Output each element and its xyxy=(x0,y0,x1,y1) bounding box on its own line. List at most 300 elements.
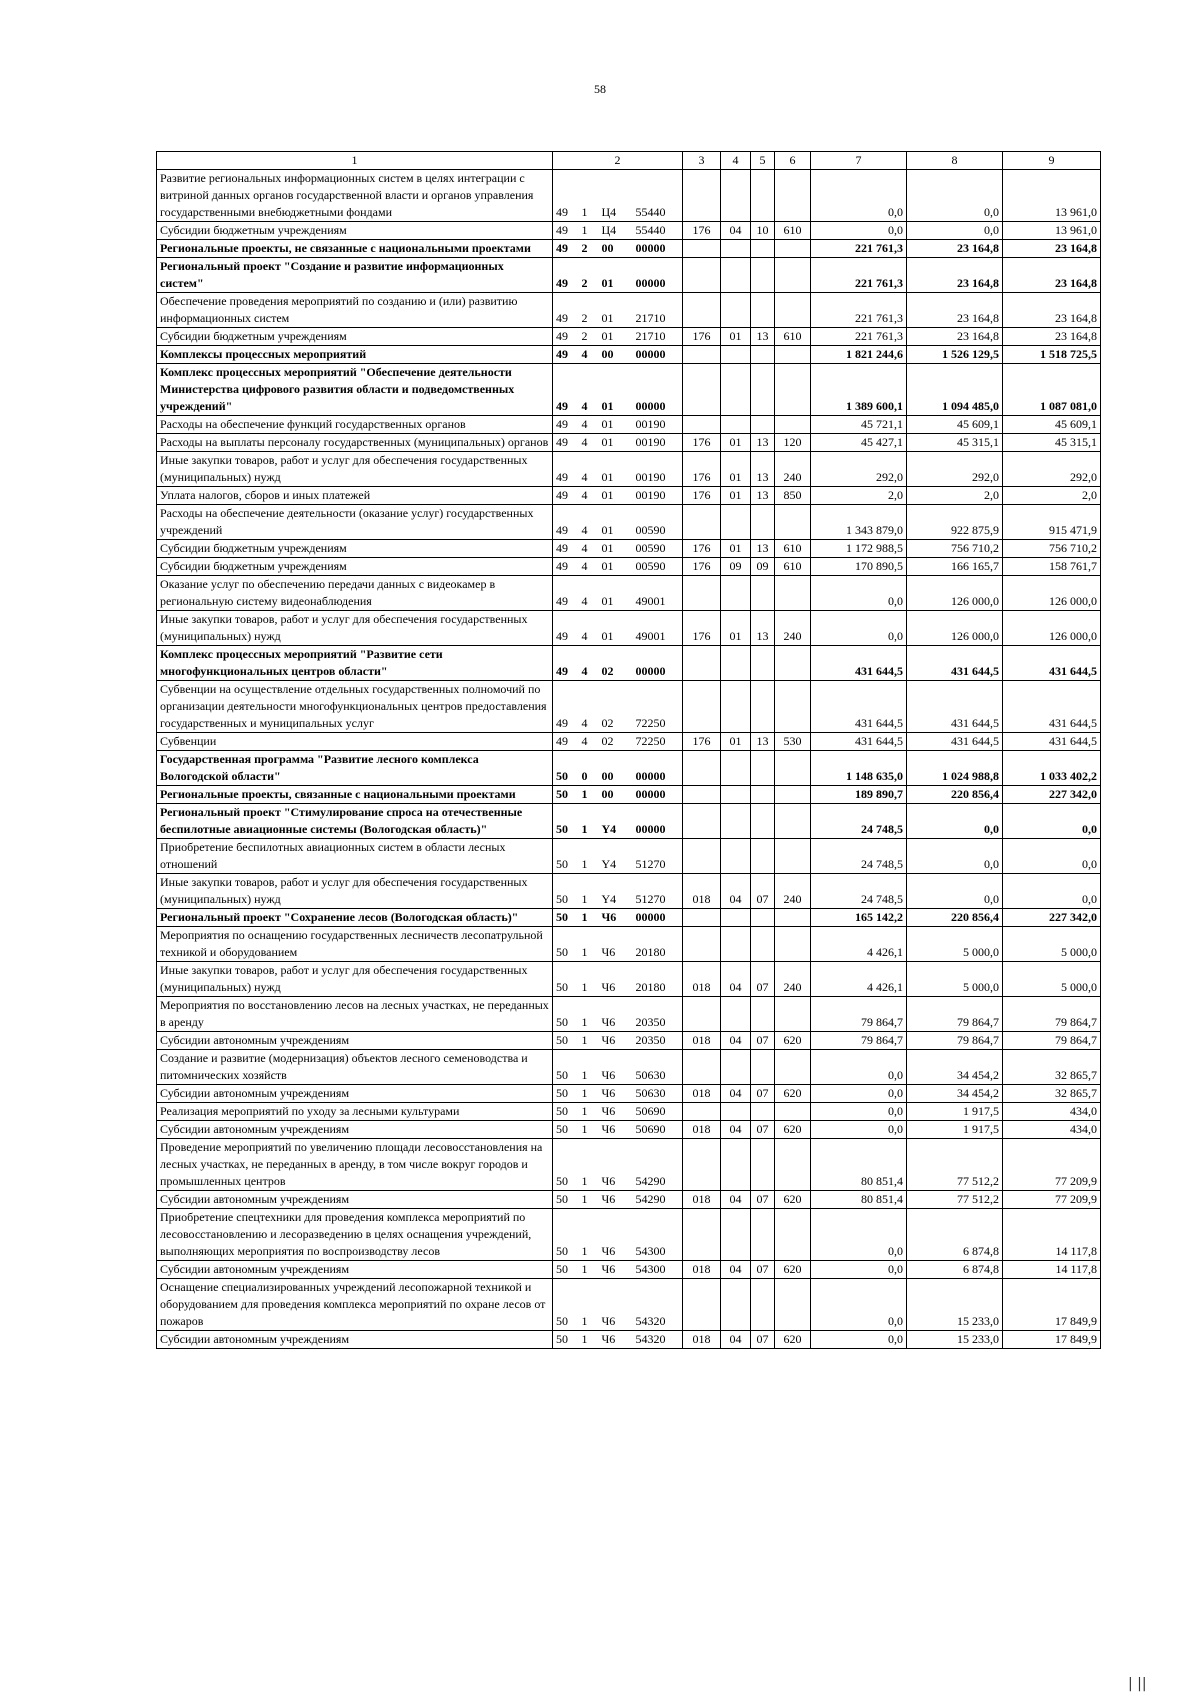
code-vr xyxy=(775,346,811,364)
table-row xyxy=(157,839,1101,874)
code-pr: 07 xyxy=(751,1331,775,1349)
code-gr xyxy=(683,258,721,293)
value-col-9: 23 164,8 xyxy=(1003,258,1101,293)
code-direction: 51270 xyxy=(633,874,683,909)
code-rz: 04 xyxy=(721,962,751,997)
value-col-8: 1 917,5 xyxy=(907,1121,1003,1139)
value-col-7: 45 721,1 xyxy=(811,416,907,434)
header-col-9: 9 xyxy=(1003,152,1101,170)
code-vr: 620 xyxy=(775,1121,811,1139)
table-row xyxy=(157,558,1101,576)
code-program: 49 xyxy=(553,646,579,681)
value-col-9: 434,0 xyxy=(1003,1121,1101,1139)
code-project: Ч6 xyxy=(599,1121,633,1139)
code-vr xyxy=(775,1279,811,1331)
code-gr: 176 xyxy=(683,328,721,346)
code-project: 01 xyxy=(599,540,633,558)
code-vr: 610 xyxy=(775,328,811,346)
value-col-9: 0,0 xyxy=(1003,874,1101,909)
value-col-7: 0,0 xyxy=(811,170,907,222)
value-col-7: 0,0 xyxy=(811,1209,907,1261)
code-pr xyxy=(751,839,775,874)
value-col-8: 166 165,7 xyxy=(907,558,1003,576)
code-pr: 13 xyxy=(751,452,775,487)
code-project: Y4 xyxy=(599,839,633,874)
row-name: Мероприятия по оснащению государственных лесничеств лесопатрульной техникой и оборудованием xyxy=(157,927,553,962)
value-col-8: 0,0 xyxy=(907,222,1003,240)
code-vr xyxy=(775,258,811,293)
value-col-9: 32 865,7 xyxy=(1003,1085,1101,1103)
value-col-8: 45 315,1 xyxy=(907,434,1003,452)
value-col-8: 756 710,2 xyxy=(907,540,1003,558)
code-rz: 04 xyxy=(721,1121,751,1139)
table-row xyxy=(157,416,1101,434)
code-project: Ч6 xyxy=(599,1103,633,1121)
row-name: Субсидии автономным учреждениям xyxy=(157,1331,553,1349)
value-col-9: 292,0 xyxy=(1003,452,1101,487)
row-name: Субсидии бюджетным учреждениям xyxy=(157,540,553,558)
code-pr xyxy=(751,364,775,416)
row-name: Иные закупки товаров, работ и услуг для обеспечения государственных (муниципальных) нужд xyxy=(157,452,553,487)
value-col-7: 1 389 600,1 xyxy=(811,364,907,416)
value-col-7: 4 426,1 xyxy=(811,962,907,997)
code-pr xyxy=(751,258,775,293)
code-gr xyxy=(683,364,721,416)
code-project: 01 xyxy=(599,258,633,293)
value-col-8: 6 874,8 xyxy=(907,1209,1003,1261)
row-name: Комплекс процессных мероприятий "Развитие сети многофункциональных центров области" xyxy=(157,646,553,681)
code-gr xyxy=(683,997,721,1032)
value-col-7: 292,0 xyxy=(811,452,907,487)
value-col-9: 32 865,7 xyxy=(1003,1050,1101,1085)
code-subprogram: 1 xyxy=(579,1085,599,1103)
code-pr: 13 xyxy=(751,733,775,751)
value-col-9: 158 761,7 xyxy=(1003,558,1101,576)
code-pr xyxy=(751,1279,775,1331)
code-program: 50 xyxy=(553,962,579,997)
code-subprogram: 1 xyxy=(579,1191,599,1209)
code-rz xyxy=(721,1050,751,1085)
value-col-7: 24 748,5 xyxy=(811,874,907,909)
code-rz xyxy=(721,997,751,1032)
value-col-8: 1 094 485,0 xyxy=(907,364,1003,416)
code-rz xyxy=(721,1139,751,1191)
code-direction: 54320 xyxy=(633,1279,683,1331)
code-project: 01 xyxy=(599,434,633,452)
row-name: Расходы на обеспечение деятельности (оказание услуг) государственных учреждений xyxy=(157,505,553,540)
code-vr: 620 xyxy=(775,1191,811,1209)
code-gr: 176 xyxy=(683,611,721,646)
value-col-9: 23 164,8 xyxy=(1003,240,1101,258)
code-project: 00 xyxy=(599,751,633,786)
value-col-8: 5 000,0 xyxy=(907,962,1003,997)
value-col-9: 23 164,8 xyxy=(1003,328,1101,346)
value-col-9: 431 644,5 xyxy=(1003,681,1101,733)
value-col-7: 0,0 xyxy=(811,1103,907,1121)
value-col-9: 126 000,0 xyxy=(1003,611,1101,646)
value-col-7: 0,0 xyxy=(811,222,907,240)
code-project: Ч6 xyxy=(599,909,633,927)
code-project: Ч6 xyxy=(599,927,633,962)
code-gr: 018 xyxy=(683,1032,721,1050)
code-direction: 54300 xyxy=(633,1209,683,1261)
code-gr xyxy=(683,804,721,839)
code-project: Ч6 xyxy=(599,1209,633,1261)
table-row xyxy=(157,240,1101,258)
value-col-7: 24 748,5 xyxy=(811,839,907,874)
code-pr: 13 xyxy=(751,611,775,646)
code-rz xyxy=(721,1209,751,1261)
code-vr: 240 xyxy=(775,962,811,997)
code-gr xyxy=(683,240,721,258)
code-project: 02 xyxy=(599,733,633,751)
code-subprogram: 4 xyxy=(579,733,599,751)
value-col-9: 45 315,1 xyxy=(1003,434,1101,452)
row-name: Субсидии автономным учреждениям xyxy=(157,1032,553,1050)
header-col-1: 1 xyxy=(157,152,553,170)
code-direction: 21710 xyxy=(633,293,683,328)
code-vr: 610 xyxy=(775,558,811,576)
value-col-9: 5 000,0 xyxy=(1003,927,1101,962)
code-gr xyxy=(683,1209,721,1261)
code-pr: 07 xyxy=(751,1261,775,1279)
code-program: 49 xyxy=(553,416,579,434)
code-program: 50 xyxy=(553,1103,579,1121)
code-direction: 72250 xyxy=(633,681,683,733)
value-col-7: 0,0 xyxy=(811,1331,907,1349)
code-project: Ч6 xyxy=(599,1279,633,1331)
code-rz xyxy=(721,927,751,962)
value-col-7: 0,0 xyxy=(811,1279,907,1331)
code-vr: 620 xyxy=(775,1261,811,1279)
code-project: 01 xyxy=(599,611,633,646)
table-row xyxy=(157,1331,1101,1349)
code-rz xyxy=(721,786,751,804)
code-gr xyxy=(683,1103,721,1121)
code-vr xyxy=(775,170,811,222)
row-name: Приобретение спецтехники для проведения комплекса мероприятий по лесовосстановлению и лесоразведению в целях оснащения учреждений, выполняющих мероприятия по воспроизводству лесов xyxy=(157,1209,553,1261)
code-rz: 09 xyxy=(721,558,751,576)
code-pr xyxy=(751,1103,775,1121)
table-row xyxy=(157,1191,1101,1209)
code-vr xyxy=(775,786,811,804)
code-direction: 20350 xyxy=(633,1032,683,1050)
value-col-7: 165 142,2 xyxy=(811,909,907,927)
value-col-7: 221 761,3 xyxy=(811,258,907,293)
code-project: Ц4 xyxy=(599,222,633,240)
table-row xyxy=(157,1209,1101,1261)
code-program: 50 xyxy=(553,1279,579,1331)
code-direction: 55440 xyxy=(633,222,683,240)
code-vr xyxy=(775,1050,811,1085)
code-program: 49 xyxy=(553,611,579,646)
table-row xyxy=(157,487,1101,505)
code-gr xyxy=(683,346,721,364)
code-rz xyxy=(721,258,751,293)
code-direction: 50630 xyxy=(633,1085,683,1103)
code-gr xyxy=(683,909,721,927)
code-gr: 018 xyxy=(683,1331,721,1349)
code-program: 50 xyxy=(553,786,579,804)
code-direction: 00000 xyxy=(633,909,683,927)
code-subprogram: 1 xyxy=(579,1121,599,1139)
code-direction: 00000 xyxy=(633,804,683,839)
row-name: Субсидии бюджетным учреждениям xyxy=(157,558,553,576)
table-row xyxy=(157,293,1101,328)
code-direction: 50690 xyxy=(633,1103,683,1121)
code-direction: 50630 xyxy=(633,1050,683,1085)
code-vr xyxy=(775,364,811,416)
code-direction: 54320 xyxy=(633,1331,683,1349)
code-gr: 176 xyxy=(683,540,721,558)
value-col-8: 45 609,1 xyxy=(907,416,1003,434)
table-row xyxy=(157,170,1101,222)
code-direction: 00000 xyxy=(633,240,683,258)
value-col-8: 292,0 xyxy=(907,452,1003,487)
code-subprogram: 2 xyxy=(579,328,599,346)
code-vr xyxy=(775,646,811,681)
table-row xyxy=(157,222,1101,240)
row-name: Иные закупки товаров, работ и услуг для обеспечения государственных (муниципальных) нужд xyxy=(157,611,553,646)
value-col-8: 15 233,0 xyxy=(907,1331,1003,1349)
code-rz: 04 xyxy=(721,874,751,909)
code-project: Ч6 xyxy=(599,1085,633,1103)
value-col-9: 13 961,0 xyxy=(1003,222,1101,240)
code-project: 01 xyxy=(599,293,633,328)
code-program: 50 xyxy=(553,1032,579,1050)
code-rz xyxy=(721,346,751,364)
code-project: Ч6 xyxy=(599,1191,633,1209)
value-col-7: 79 864,7 xyxy=(811,1032,907,1050)
code-direction: 50690 xyxy=(633,1121,683,1139)
row-name: Проведение мероприятий по увеличению площади лесовосстановления на лесных участках, не переданных в аренду, в том числе вокруг городов и промышленных центров xyxy=(157,1139,553,1191)
code-rz xyxy=(721,681,751,733)
code-direction: 00000 xyxy=(633,364,683,416)
value-col-7: 0,0 xyxy=(811,1261,907,1279)
code-subprogram: 1 xyxy=(579,927,599,962)
row-name: Развитие региональных информационных систем в целях интеграции с витриной данных органов государственной власти и органов управления государственными внебюджетными фондами xyxy=(157,170,553,222)
value-col-7: 431 644,5 xyxy=(811,646,907,681)
value-col-7: 1 821 244,6 xyxy=(811,346,907,364)
code-program: 50 xyxy=(553,1121,579,1139)
value-col-7: 1 343 879,0 xyxy=(811,505,907,540)
value-col-8: 79 864,7 xyxy=(907,997,1003,1032)
row-name: Уплата налогов, сборов и иных платежей xyxy=(157,487,553,505)
code-direction: 20350 xyxy=(633,997,683,1032)
code-vr: 620 xyxy=(775,1085,811,1103)
code-vr xyxy=(775,1139,811,1191)
code-rz: 04 xyxy=(721,1261,751,1279)
code-subprogram: 4 xyxy=(579,487,599,505)
value-col-9: 14 117,8 xyxy=(1003,1209,1101,1261)
value-col-8: 0,0 xyxy=(907,804,1003,839)
code-rz xyxy=(721,751,751,786)
code-gr xyxy=(683,576,721,611)
value-col-8: 1 526 129,5 xyxy=(907,346,1003,364)
code-vr xyxy=(775,804,811,839)
value-col-7: 431 644,5 xyxy=(811,733,907,751)
code-rz: 04 xyxy=(721,1032,751,1050)
code-subprogram: 1 xyxy=(579,1209,599,1261)
code-gr xyxy=(683,416,721,434)
value-col-9: 79 864,7 xyxy=(1003,997,1101,1032)
code-gr: 176 xyxy=(683,222,721,240)
value-col-8: 126 000,0 xyxy=(907,576,1003,611)
code-program: 49 xyxy=(553,258,579,293)
code-subprogram: 4 xyxy=(579,416,599,434)
header-col-3: 3 xyxy=(683,152,721,170)
value-col-9: 2,0 xyxy=(1003,487,1101,505)
value-col-9: 227 342,0 xyxy=(1003,909,1101,927)
code-project: 00 xyxy=(599,346,633,364)
code-direction: 00590 xyxy=(633,540,683,558)
code-subprogram: 0 xyxy=(579,751,599,786)
header-col-6: 6 xyxy=(775,152,811,170)
code-vr xyxy=(775,839,811,874)
row-name: Субвенции xyxy=(157,733,553,751)
code-pr: 07 xyxy=(751,1191,775,1209)
table-row xyxy=(157,786,1101,804)
code-gr: 176 xyxy=(683,487,721,505)
value-col-8: 0,0 xyxy=(907,170,1003,222)
code-pr xyxy=(751,346,775,364)
value-col-9: 45 609,1 xyxy=(1003,416,1101,434)
code-pr xyxy=(751,646,775,681)
code-direction: 00000 xyxy=(633,751,683,786)
table-row xyxy=(157,1103,1101,1121)
code-direction: 72250 xyxy=(633,733,683,751)
code-direction: 00590 xyxy=(633,505,683,540)
table-row xyxy=(157,909,1101,927)
code-program: 50 xyxy=(553,1261,579,1279)
row-name: Создание и развитие (модернизация) объектов лесного семеноводства и питомнических хозяйств xyxy=(157,1050,553,1085)
code-subprogram: 4 xyxy=(579,452,599,487)
code-rz xyxy=(721,364,751,416)
code-project: 00 xyxy=(599,240,633,258)
code-subprogram: 4 xyxy=(579,576,599,611)
code-vr: 240 xyxy=(775,452,811,487)
table-row xyxy=(157,1261,1101,1279)
code-rz xyxy=(721,576,751,611)
code-subprogram: 1 xyxy=(579,786,599,804)
code-pr xyxy=(751,293,775,328)
code-subprogram: 1 xyxy=(579,1331,599,1349)
code-gr: 018 xyxy=(683,874,721,909)
table-row xyxy=(157,874,1101,909)
code-subprogram: 1 xyxy=(579,170,599,222)
code-vr xyxy=(775,416,811,434)
code-program: 49 xyxy=(553,170,579,222)
code-direction: 20180 xyxy=(633,962,683,997)
value-col-7: 79 864,7 xyxy=(811,997,907,1032)
code-direction: 00000 xyxy=(633,786,683,804)
code-subprogram: 4 xyxy=(579,434,599,452)
code-pr xyxy=(751,1139,775,1191)
value-col-7: 0,0 xyxy=(811,576,907,611)
code-program: 50 xyxy=(553,1191,579,1209)
value-col-9: 17 849,9 xyxy=(1003,1331,1101,1349)
code-subprogram: 4 xyxy=(579,611,599,646)
code-vr: 610 xyxy=(775,540,811,558)
code-pr xyxy=(751,1050,775,1085)
table-row xyxy=(157,434,1101,452)
code-project: Y4 xyxy=(599,804,633,839)
value-col-9: 227 342,0 xyxy=(1003,786,1101,804)
code-subprogram: 1 xyxy=(579,839,599,874)
code-program: 49 xyxy=(553,558,579,576)
corner-mark: | || xyxy=(1128,1676,1147,1692)
table-row xyxy=(157,751,1101,786)
header-col-2: 2 xyxy=(553,152,683,170)
code-rz xyxy=(721,909,751,927)
value-col-8: 220 856,4 xyxy=(907,786,1003,804)
code-direction: 21710 xyxy=(633,328,683,346)
code-gr: 018 xyxy=(683,1121,721,1139)
value-col-8: 23 164,8 xyxy=(907,258,1003,293)
code-gr xyxy=(683,681,721,733)
code-program: 50 xyxy=(553,1085,579,1103)
code-subprogram: 1 xyxy=(579,1261,599,1279)
code-gr xyxy=(683,1139,721,1191)
table-row xyxy=(157,258,1101,293)
code-rz xyxy=(721,293,751,328)
row-name: Оснащение специализированных учреждений лесопожарной техникой и оборудованием для проведения комплекса мероприятий по охране лесов от пожаров xyxy=(157,1279,553,1331)
code-rz xyxy=(721,240,751,258)
code-vr xyxy=(775,1103,811,1121)
row-name: Расходы на выплаты персоналу государственных (муниципальных) органов xyxy=(157,434,553,452)
header-row xyxy=(157,152,1101,170)
code-vr xyxy=(775,576,811,611)
code-rz: 04 xyxy=(721,1331,751,1349)
code-direction: 55440 xyxy=(633,170,683,222)
value-col-8: 23 164,8 xyxy=(907,328,1003,346)
table-row xyxy=(157,1121,1101,1139)
code-project: 01 xyxy=(599,505,633,540)
value-col-9: 126 000,0 xyxy=(1003,576,1101,611)
value-col-9: 915 471,9 xyxy=(1003,505,1101,540)
code-project: 01 xyxy=(599,452,633,487)
code-gr: 018 xyxy=(683,1191,721,1209)
code-subprogram: 1 xyxy=(579,804,599,839)
table-row xyxy=(157,611,1101,646)
value-col-9: 14 117,8 xyxy=(1003,1261,1101,1279)
code-project: 01 xyxy=(599,416,633,434)
row-name: Иные закупки товаров, работ и услуг для обеспечения государственных (муниципальных) нужд xyxy=(157,962,553,997)
table-row xyxy=(157,927,1101,962)
row-name: Обеспечение проведения мероприятий по созданию и (или) развитию информационных систем xyxy=(157,293,553,328)
code-gr: 018 xyxy=(683,1261,721,1279)
row-name: Мероприятия по восстановлению лесов на лесных участках, не переданных в аренду xyxy=(157,997,553,1032)
value-col-9: 77 209,9 xyxy=(1003,1139,1101,1191)
code-program: 50 xyxy=(553,997,579,1032)
value-col-9: 13 961,0 xyxy=(1003,170,1101,222)
code-rz xyxy=(721,1103,751,1121)
code-vr xyxy=(775,909,811,927)
value-col-8: 77 512,2 xyxy=(907,1191,1003,1209)
row-name: Субсидии автономным учреждениям xyxy=(157,1191,553,1209)
value-col-7: 80 851,4 xyxy=(811,1191,907,1209)
code-gr xyxy=(683,170,721,222)
code-direction: 00190 xyxy=(633,452,683,487)
code-pr: 13 xyxy=(751,434,775,452)
value-col-9: 0,0 xyxy=(1003,839,1101,874)
code-program: 49 xyxy=(553,487,579,505)
table-row xyxy=(157,1032,1101,1050)
code-rz: 01 xyxy=(721,328,751,346)
code-pr: 13 xyxy=(751,487,775,505)
code-subprogram: 1 xyxy=(579,1279,599,1331)
value-col-7: 0,0 xyxy=(811,1085,907,1103)
